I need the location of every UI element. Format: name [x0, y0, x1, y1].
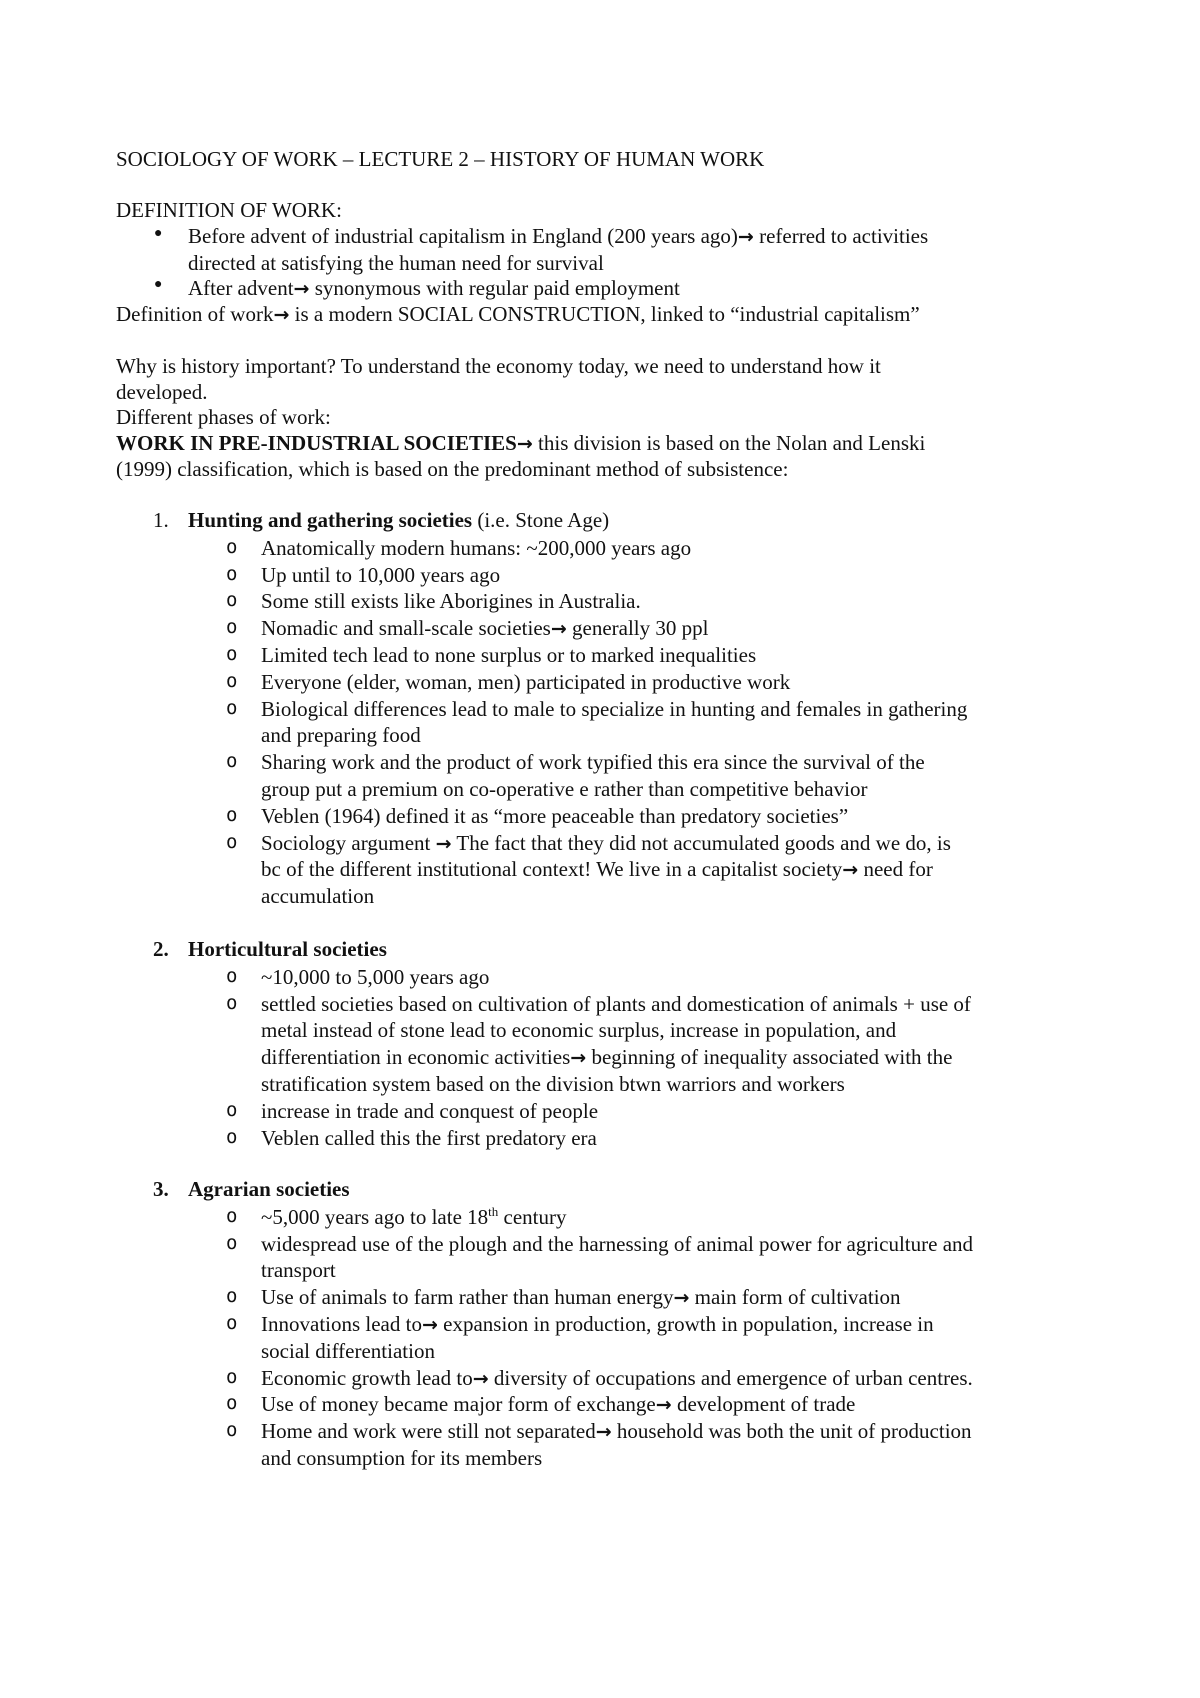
arrow-icon: →	[273, 304, 290, 326]
sub-bullet-icon: o	[226, 1125, 238, 1148]
list-item: Veblen called this the first predatory era	[261, 1125, 597, 1150]
list-item: Everyone (elder, woman, men) participated in productive work	[261, 669, 791, 694]
section-number: 1.	[153, 508, 169, 532]
arrow-icon: →	[435, 832, 452, 855]
section-heading: Horticultural societies	[188, 937, 387, 961]
preindustrial-heading: WORK IN PRE-INDUSTRIAL SOCIETIES	[116, 431, 517, 455]
definition-heading: DEFINITION OF WORK:	[116, 198, 342, 222]
sub-bullet-icon: o	[226, 1392, 238, 1415]
arrow-icon: →	[550, 618, 567, 641]
preindustrial-line-1: WORK IN PRE-INDUSTRIAL SOCIETIES→ this division is based on the Nolan and Lenski	[116, 431, 926, 455]
why-history-line-2: developed.	[116, 380, 208, 404]
list-item: and preparing food	[261, 723, 421, 748]
list-item: Up until to 10,000 years ago	[261, 562, 501, 587]
sub-bullet-icon: o	[226, 1204, 238, 1227]
definition-bullet-1-line-2: directed at satisfying the human need for survival	[188, 251, 604, 275]
sub-bullet-icon: o	[226, 830, 238, 853]
sub-bullet-icon: o	[226, 535, 238, 558]
list-item: differentiation in economic activities→ beginning of inequality associated with the	[261, 1045, 953, 1070]
sub-bullet-icon: o	[226, 589, 238, 612]
list-item: Limited tech lead to none surplus or to marked inequalities	[261, 643, 757, 667]
list-item: Home and work were still not separated→ household was both the unit of production	[261, 1419, 972, 1444]
definition-bullet-1-line-1: Before advent of industrial capitalism in England (200 years ago)→ referred to activities	[188, 224, 929, 248]
arrow-icon: →	[842, 859, 859, 882]
bullet-icon: ●	[154, 226, 163, 241]
document-title: SOCIOLOGY OF WORK – LECTURE 2 – HISTORY OF HUMAN WORK	[116, 147, 765, 171]
list-item: Biological differences lead to male to specialize in hunting and females in gathering	[261, 696, 968, 721]
sub-bullet-icon: o	[226, 964, 238, 987]
definition-bullet-2: After advent→ synonymous with regular paid employment	[188, 276, 680, 300]
arrow-icon: →	[673, 1287, 690, 1310]
list-item: Use of money became major form of exchange→ development of trade	[261, 1392, 856, 1417]
sub-bullet-icon: o	[226, 669, 238, 692]
list-item: stratification system based on the division btwn warriors and workers	[261, 1072, 845, 1096]
list-item: Nomadic and small-scale societies→ generally 30 ppl	[261, 616, 709, 641]
sub-bullet-icon: o	[226, 1231, 238, 1254]
list-item: transport	[261, 1258, 336, 1283]
sub-bullet-icon: o	[226, 1365, 238, 1388]
sub-bullet-icon: o	[226, 562, 238, 585]
list-item: Anatomically modern humans: ~200,000 years ago	[261, 535, 692, 560]
list-item: bc of the different institutional context! We live in a capitalist society→ need for	[261, 857, 933, 882]
list-item: group put a premium on co-operative e rather than competitive behavior	[261, 777, 868, 801]
arrow-icon: →	[595, 1421, 612, 1444]
list-item: Economic growth lead to→ diversity of occupations and emergence of urban centres.	[261, 1365, 973, 1390]
sub-bullet-icon: o	[226, 1419, 238, 1442]
sub-bullet-icon: o	[226, 991, 238, 1014]
list-item: Some still exists like Aborigines in Australia.	[261, 589, 641, 614]
sub-bullet-icon: o	[226, 750, 238, 773]
section-heading: Agrarian societies	[188, 1177, 350, 1201]
sub-bullet-icon: o	[226, 696, 238, 719]
section-heading: Hunting and gathering societies (i.e. Stone Age)	[188, 508, 610, 532]
list-item: ~5,000 years ago to late 18th century	[261, 1203, 567, 1229]
section-number: 3.	[153, 1177, 169, 1201]
sub-bullet-icon: o	[226, 1285, 238, 1308]
list-item: and consumption for its members	[261, 1446, 543, 1470]
list-item: ~10,000 to 5,000 years ago	[261, 964, 490, 989]
list-item: settled societies based on cultivation of plants and domestication of animals + use of	[261, 991, 971, 1016]
sub-bullet-icon: o	[226, 616, 238, 639]
sub-bullet-icon: o	[226, 643, 238, 665]
phases-line: Different phases of work:	[116, 405, 331, 429]
sub-bullet-icon: o	[226, 803, 238, 826]
sub-bullet-icon: o	[226, 1098, 238, 1121]
list-item: increase in trade and conquest of people	[261, 1098, 599, 1123]
superscript: th	[488, 1203, 499, 1219]
arrow-icon: →	[737, 226, 754, 248]
list-item: social differentiation	[261, 1338, 435, 1363]
list-item: Veblen (1964) defined it as “more peaceable than predatory societies”	[261, 803, 849, 828]
section-number: 2.	[153, 937, 169, 961]
arrow-icon: →	[516, 433, 533, 455]
arrow-icon: →	[421, 1314, 438, 1336]
list-item: widespread use of the plough and the harnessing of animal power for agriculture and	[261, 1231, 974, 1256]
arrow-icon: →	[570, 1047, 587, 1070]
sub-bullet-icon: o	[226, 1312, 238, 1334]
list-item: Use of animals to farm rather than human energy→ main form of cultivation	[261, 1285, 901, 1310]
list-item: Sociology argument → The fact that they did not accumulated goods and we do, is	[261, 830, 951, 855]
definition-line: Definition of work→ is a modern SOCIAL CONSTRUCTION, linked to “industrial capitalism”	[116, 302, 920, 326]
list-item: accumulation	[261, 884, 375, 909]
arrow-icon: →	[655, 1394, 672, 1417]
arrow-icon: →	[293, 278, 310, 300]
list-item: Sharing work and the product of work typified this era since the survival of the	[261, 750, 925, 775]
preindustrial-line-2: (1999) classification, which is based on the predominant method of subsistence:	[116, 457, 789, 481]
list-item: Innovations lead to→ expansion in production, growth in population, increase in	[261, 1312, 934, 1336]
why-history-line-1: Why is history important? To understand the economy today, we need to understand how it	[116, 354, 881, 378]
arrow-icon: →	[472, 1367, 489, 1390]
list-item: metal instead of stone lead to economic surplus, increase in population, and	[261, 1018, 897, 1043]
bullet-icon: ●	[154, 277, 163, 292]
